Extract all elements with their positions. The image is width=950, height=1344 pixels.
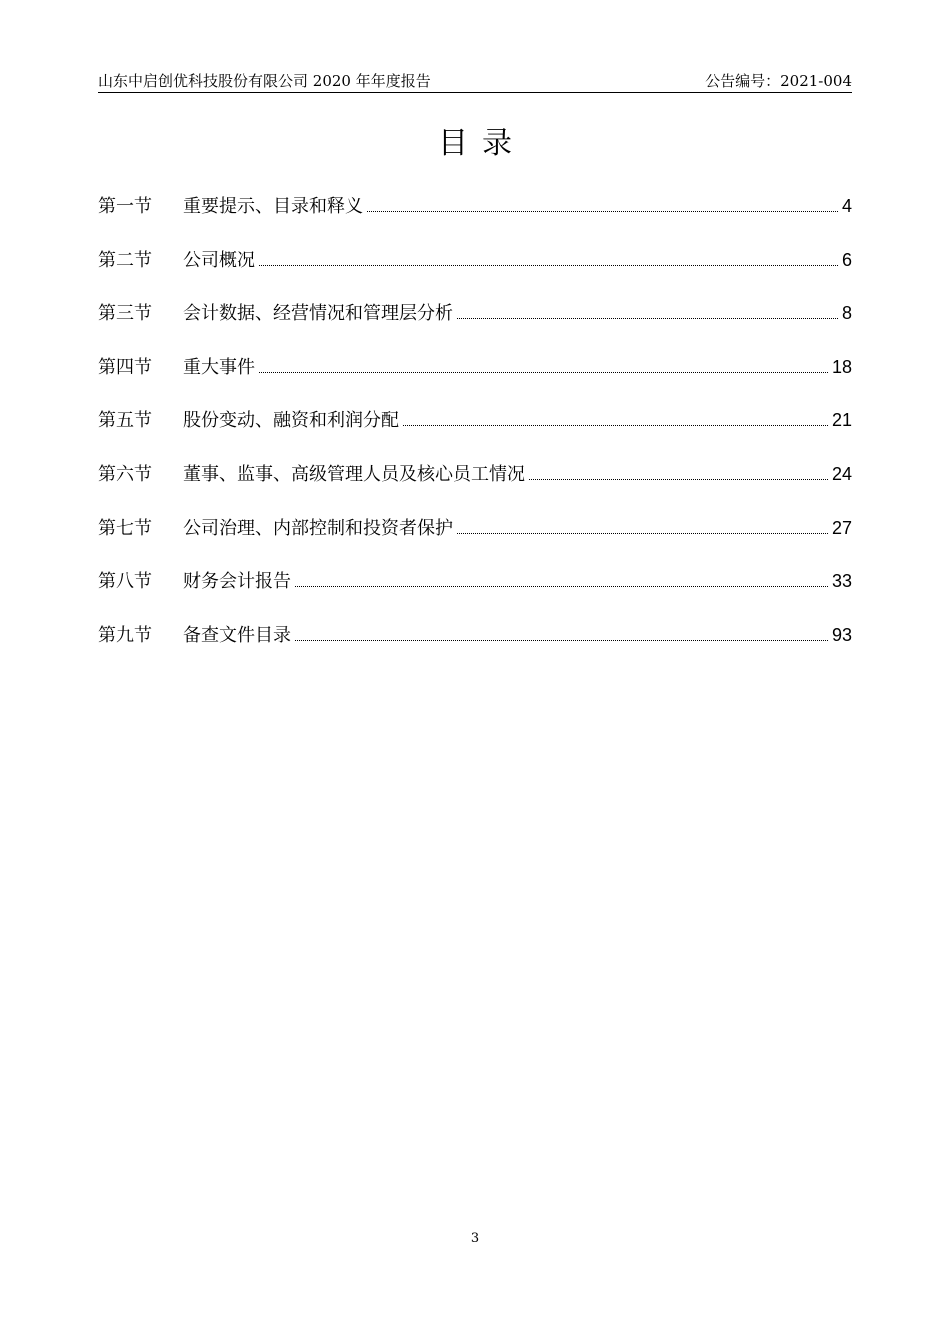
toc-item-6[interactable] xyxy=(98,460,852,514)
toc-page-number: 8 xyxy=(841,303,852,324)
toc-page-number: 93 xyxy=(831,624,852,645)
toc-section-label: 第五节 xyxy=(98,410,152,432)
toc-dot-leader xyxy=(367,210,838,212)
toc-page-number: 6 xyxy=(841,249,852,270)
toc-page-number: 21 xyxy=(831,410,852,431)
toc-dot-leader xyxy=(259,264,838,266)
toc-page-number: 27 xyxy=(831,517,852,538)
toc-page-number: 33 xyxy=(831,571,852,592)
toc-section-title: 重大事件 xyxy=(183,356,255,378)
toc-section-title: 重要提示、目录和释义 xyxy=(183,196,363,217)
toc-section-label: 第二节 xyxy=(98,249,152,271)
toc-dot-leader xyxy=(295,639,828,641)
toc-item-1[interactable] xyxy=(98,192,852,246)
page-number: 3 xyxy=(470,1231,480,1246)
toc-item-2[interactable] xyxy=(98,246,852,300)
toc-item-5[interactable] xyxy=(98,406,852,460)
toc-dot-leader xyxy=(457,317,838,319)
toc-section-title: 股份变动、融资和利润分配 xyxy=(183,410,399,432)
toc-dot-leader xyxy=(457,532,828,534)
page-title: 目录 xyxy=(438,126,526,161)
toc-item-9[interactable] xyxy=(98,621,852,675)
toc-page-number: 4 xyxy=(841,196,852,216)
toc-section-title: 会计数据、经营情况和管理层分析 xyxy=(183,303,453,325)
toc-section-label: 第九节 xyxy=(98,624,152,646)
toc-dot-leader xyxy=(259,371,828,373)
header-company-report: 山东中启创优科技股份有限公司 2020 年年度报告 xyxy=(98,72,431,90)
toc-page-number: 18 xyxy=(831,356,852,377)
toc-item-7[interactable] xyxy=(98,514,852,568)
toc-item-8[interactable] xyxy=(98,567,852,621)
toc-section-title: 公司治理、内部控制和投资者保护 xyxy=(183,517,453,539)
toc-section-label: 第四节 xyxy=(98,356,152,378)
toc-dot-leader xyxy=(403,424,828,426)
toc-section-title: 备查文件目录 xyxy=(183,624,291,646)
toc-section-title: 财务会计报告 xyxy=(183,571,291,593)
toc-section-label: 第六节 xyxy=(98,463,152,485)
toc-section-title: 公司概况 xyxy=(183,249,255,271)
header-announcement-number: 公告编号：2021-004 xyxy=(705,72,852,90)
toc-section-title: 董事、监事、高级管理人员及核心员工情况 xyxy=(183,463,525,485)
toc-section-label: 第八节 xyxy=(98,571,152,593)
toc-dot-leader xyxy=(295,585,828,587)
toc-section-label: 第三节 xyxy=(98,303,152,325)
toc-dot-leader xyxy=(529,478,828,480)
toc-item-3[interactable] xyxy=(98,299,852,353)
toc-section-label: 第一节 xyxy=(98,196,152,217)
toc-item-4[interactable] xyxy=(98,353,852,407)
toc-page-number: 24 xyxy=(831,463,852,484)
toc-section-label: 第七节 xyxy=(98,517,152,539)
page-header xyxy=(98,68,852,93)
table-of-contents xyxy=(98,192,852,674)
